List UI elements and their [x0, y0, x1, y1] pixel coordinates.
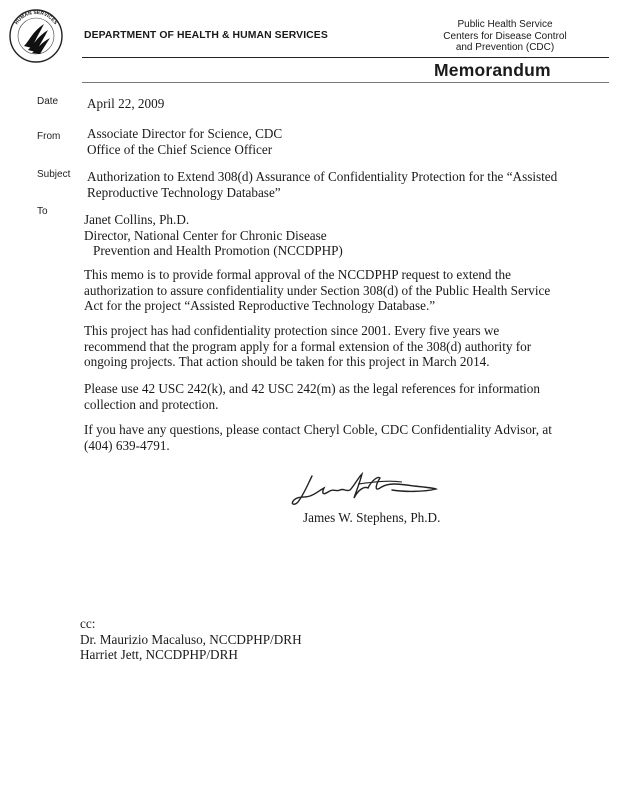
subject-block [87, 169, 587, 200]
from-line: Associate Director for Science, CDC [87, 126, 283, 141]
cc-line: Dr. Maurizio Macaluso, NCCDPHP/DRH [80, 631, 302, 647]
hhs-seal [6, 6, 66, 66]
seal-text: HUMAN SERVICES [13, 9, 59, 26]
text-line: If you have any questions, please contact Cheryl Coble, CDC Confidentiality Advisor, at [84, 422, 552, 437]
header-rule-thin [82, 82, 609, 83]
text-line: Act for the project “Assisted Reproductive Technology Database.” [84, 298, 436, 314]
document-type: Memorandum [434, 60, 551, 80]
department-name: DEPARTMENT OF HEALTH & HUMAN SERVICES [84, 30, 328, 41]
agency-line: and Prevention (CDC) [455, 42, 555, 54]
agency-line: Centers for Disease Control [443, 30, 567, 42]
agency-block [430, 19, 580, 54]
subject-label: Subject [37, 169, 71, 180]
date-value: April 22, 2009 [87, 96, 165, 111]
handwritten-signature [284, 470, 444, 510]
from-label: From [37, 131, 61, 142]
from-block [87, 126, 547, 157]
body-paragraph-1 [84, 267, 551, 314]
text-line: ongoing projects. That action should be taken for this project in March 2014. [84, 354, 490, 370]
text-line: recommend that the program apply for a formal extension of the 308(d) authority for [84, 338, 532, 354]
from-line: Office of the Chief Science Officer [87, 141, 273, 157]
cc-label: cc: [80, 616, 96, 631]
subject-line: Reproductive Technology Database” [87, 184, 281, 200]
text-line: Please use 42 USC 242(k), and 42 USC 242(m) as the legal references for information [84, 381, 540, 396]
to-line: Director, National Center for Chronic Disease [84, 227, 327, 243]
text-line: This project has had confidentiality protection since 2001. Every five years we [84, 323, 500, 338]
to-block [84, 212, 544, 259]
to-line: Prevention and Health Promotion (NCCDPHP) [93, 243, 343, 259]
cc-line: Harriet Jett, NCCDPHP/DRH [80, 647, 238, 663]
to-label: To [37, 206, 48, 217]
to-line: Janet Collins, Ph.D. [84, 212, 190, 227]
date-label: Date [37, 96, 59, 107]
body-paragraph-4 [84, 422, 552, 453]
cc-block [80, 616, 540, 663]
agency-line: Public Health Service [457, 19, 553, 30]
text-line: This memo is to provide formal approval of the NCCDPHP request to extend the [84, 267, 511, 282]
text-line: authorization to assure confidentiality under Section 308(d) of the Public Health Service [84, 282, 551, 298]
text-line: (404) 639-4791. [84, 437, 170, 453]
subject-line: Authorization to Extend 308(d) Assurance of Confidentiality Protection for the “Assisted [87, 169, 558, 184]
signatory-name: James W. Stephens, Ph.D. [303, 510, 441, 525]
body-paragraph-3 [84, 381, 544, 412]
text-line: collection and protection. [84, 396, 219, 412]
header-rule [82, 57, 609, 58]
body-paragraph-2 [84, 323, 544, 370]
